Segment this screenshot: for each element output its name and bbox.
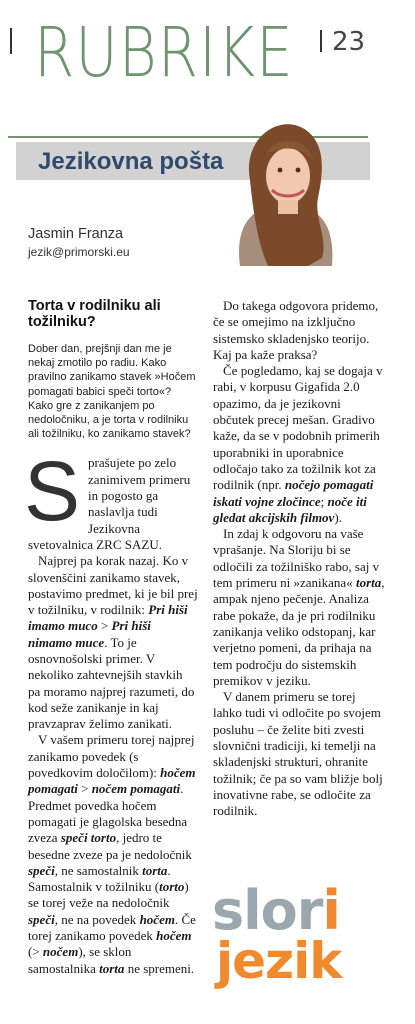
page-number: 23 xyxy=(332,27,366,57)
first-paragraph xyxy=(24,444,198,553)
article-headline: Torta v rodilniku ali tožilniku? xyxy=(28,298,161,330)
paragraph-3: V vašem primeru torej najprej zanikamo povedek (s povedkovim določilom): hočem pomagati > nočem pomagati. Predmet povedka hočem pomagati je glagolska besedna zveza speči torto, jedro te besedne zveze pa je nedoločnik speči, ne samostalnik torta. Samostalnik v tožilniku (torto) se torej veže na nedoločnik speči, ne na povedek hočem. Če torej zanikamo povedek hočem (> nočem), se sklon samostalnika torta ne spremeni. xyxy=(28,732,196,976)
paragraph-4: Do takega odgovora pridemo, če se omejimo na izključno sistemsko skladenjsko teorijo. Kaj pa kaže praksa? xyxy=(213,298,379,362)
author-photo xyxy=(210,118,360,266)
paragraph-2: Najprej pa korak nazaj. Ko v slovenščini zanikamo stavek, postavimo predmet, ki je bil prej v tožilniku, v rodilnik: Pri hiši imamo muco > Pri hiši nimamo muce. To je osnovnošolski primer. V nekoliko zahtevnejših stavkih pa moramo najprej razumeti, do kod seže zanikanje in kaj pravzaprav želimo zanikati. xyxy=(28,553,198,732)
section-title: RUBRIKE xyxy=(34,12,294,93)
logo-line-2: jezik xyxy=(216,932,342,990)
author-email[interactable]: jezik@primorski.eu xyxy=(28,245,130,259)
drop-cap: S xyxy=(24,444,81,539)
paragraph-6: In zdaj k odgovoru na vaše vprašanje. Na Sloriju bi se odločili za tožilniško rabo, saj v tem primeru ni »zanikana« torta, ampak njeno pečenje. Analiza rabe pokaže, da je pri rodilniku zanikanja veliko odstopanj, kar verjetno pomeni, da prihaja na tem področju do sistemskih premikov v jeziku. xyxy=(213,526,385,688)
right-divider xyxy=(320,30,322,52)
logo-line-1: slori xyxy=(212,879,340,942)
reader-question: Dober dan, prejšnji dan me je nekaj zmotilo po radiu. Kako pravilno zanikamo stavek »Hočem pomagati babici speči torto«? Kako gre z zanikanjem po nedoločniku, a je torta v rodilniku ali tožilniku, ko zanikamo stavek? xyxy=(28,343,196,441)
author-name: Jasmin Franza xyxy=(28,226,124,242)
paragraph-7: V danem primeru se torej lahko tudi vi odločite po svojem posluhu – če želite biti zvesti slovnični tradiciji, ki temelji na skladenjski strukturi, ohranite tožilnik; če pa so vam bližje bolj inovativne rabe, se odločite za rodilnik. xyxy=(213,689,383,819)
slori-jezik-logo xyxy=(212,879,402,994)
column-title: Jezikovna pošta xyxy=(38,148,224,175)
right-column xyxy=(213,298,385,820)
left-divider xyxy=(10,28,12,54)
paragraph-1: prašujete po zelo zanimivem primeru in pogosto ga naslavlja tudi Jezikovna svetovalnica ZRC SAZU. xyxy=(28,455,191,552)
paragraph-5: Če pogledamo, kaj se dogaja v rabi, v korpusu Gigafida 2.0 opazimo, da je jezikovni občutek precej mešan. Gradivo kaže, da se v podobnih primerih uporabniki in uporabnice odločajo tako za tožilnik kot za rodilnik (npr. nočejo pomagati iskati vojne zločince; noče iti gledat akcijskih filmov). xyxy=(213,363,383,525)
left-column xyxy=(24,298,198,977)
